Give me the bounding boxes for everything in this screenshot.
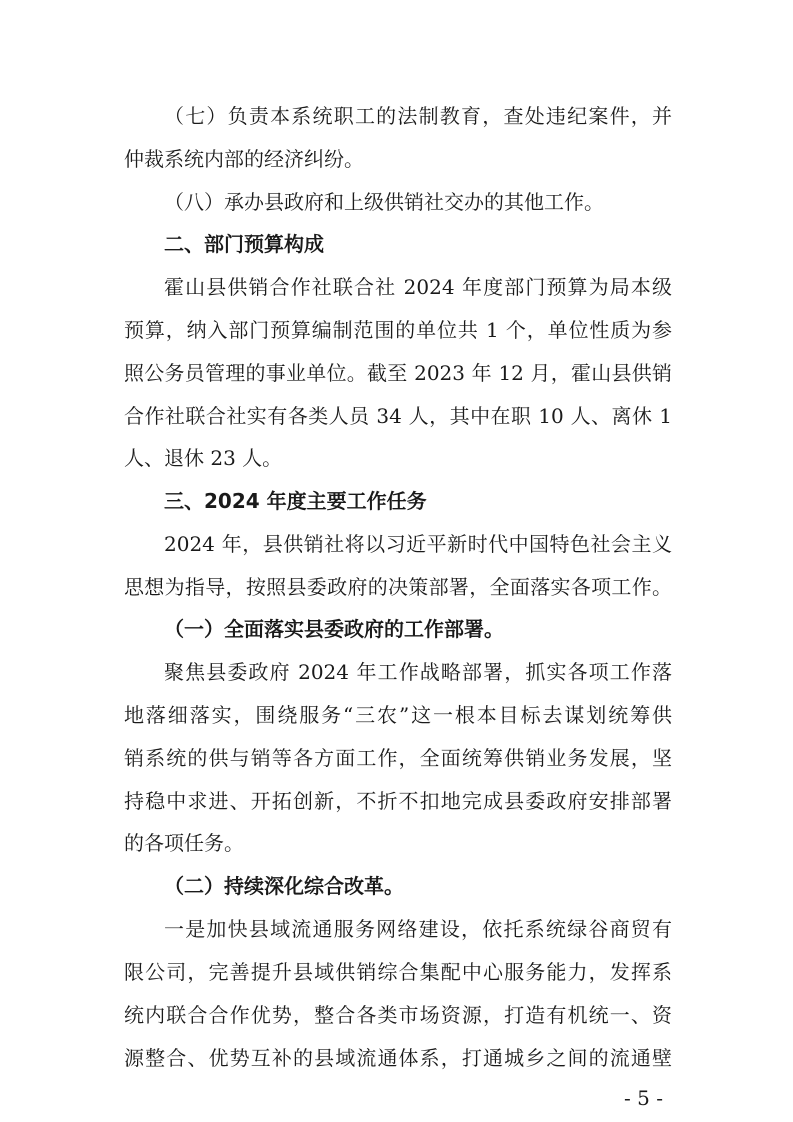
section-heading: 三、2024 年度主要工作任务: [164, 489, 427, 513]
subsection-heading: （一）全面落实县委政府的工作部署。: [164, 617, 504, 641]
text-line: 统内联合合作优势，整合各类市场资源，打造有机统一、资: [124, 1003, 672, 1027]
text-line: 一是加快县域流通服务网络建设，依托系统绿谷商贸有: [164, 917, 672, 941]
text-line: 销系统的供与销等各方面工作，全面统筹供销业务发展，坚: [124, 746, 672, 770]
text-line: 合作社联合社实有各类人员 34 人，其中在职 10 人、离休 1: [124, 404, 672, 428]
text-line: 限公司，完善提升县域供销综合集配中心服务能力，发挥系: [124, 960, 672, 984]
subsection-heading: （二）持续深化综合改革。: [164, 874, 404, 898]
text-line: 的各项任务。: [124, 831, 244, 855]
text-line: 持稳中求进、开拓创新，不折不扣地完成县委政府安排部署: [124, 789, 672, 813]
text-line: 仲裁系统内部的经济纠纷。: [124, 147, 364, 171]
text-line: 思想为指导，按照县委政府的决策部署，全面落实各项工作。: [124, 575, 672, 599]
text-line: 照公务员管理的事业单位。截至 2023 年 12 月，霍山县供销: [124, 361, 672, 385]
text-line: 2024 年，县供销社将以习近平新时代中国特色社会主义: [164, 532, 672, 556]
text-line: 源整合、优势互补的县域流通体系，打通城乡之间的流通壁: [124, 1046, 672, 1070]
text-line: （七）负责本系统职工的法制教育，查处违纪案件，并: [164, 104, 672, 128]
text-line: 霍山县供销合作社联合社 2024 年度部门预算为局本级: [164, 275, 672, 299]
text-line: 人、退休 23 人。: [124, 446, 283, 470]
text-line: （八）承办县政府和上级供销社交办的其他工作。: [164, 190, 604, 214]
text-line: 聚焦县委政府 2024 年工作战略部署，抓实各项工作落: [164, 660, 672, 684]
page-number: - 5 -: [624, 1086, 663, 1110]
text-line: 地落细落实，围绕服务“三农”这一根本目标去谋划统筹供: [124, 703, 672, 727]
section-heading: 二、部门预算构成: [164, 232, 324, 256]
text-line: 预算，纳入部门预算编制范围的单位共 1 个，单位性质为参: [124, 318, 672, 342]
